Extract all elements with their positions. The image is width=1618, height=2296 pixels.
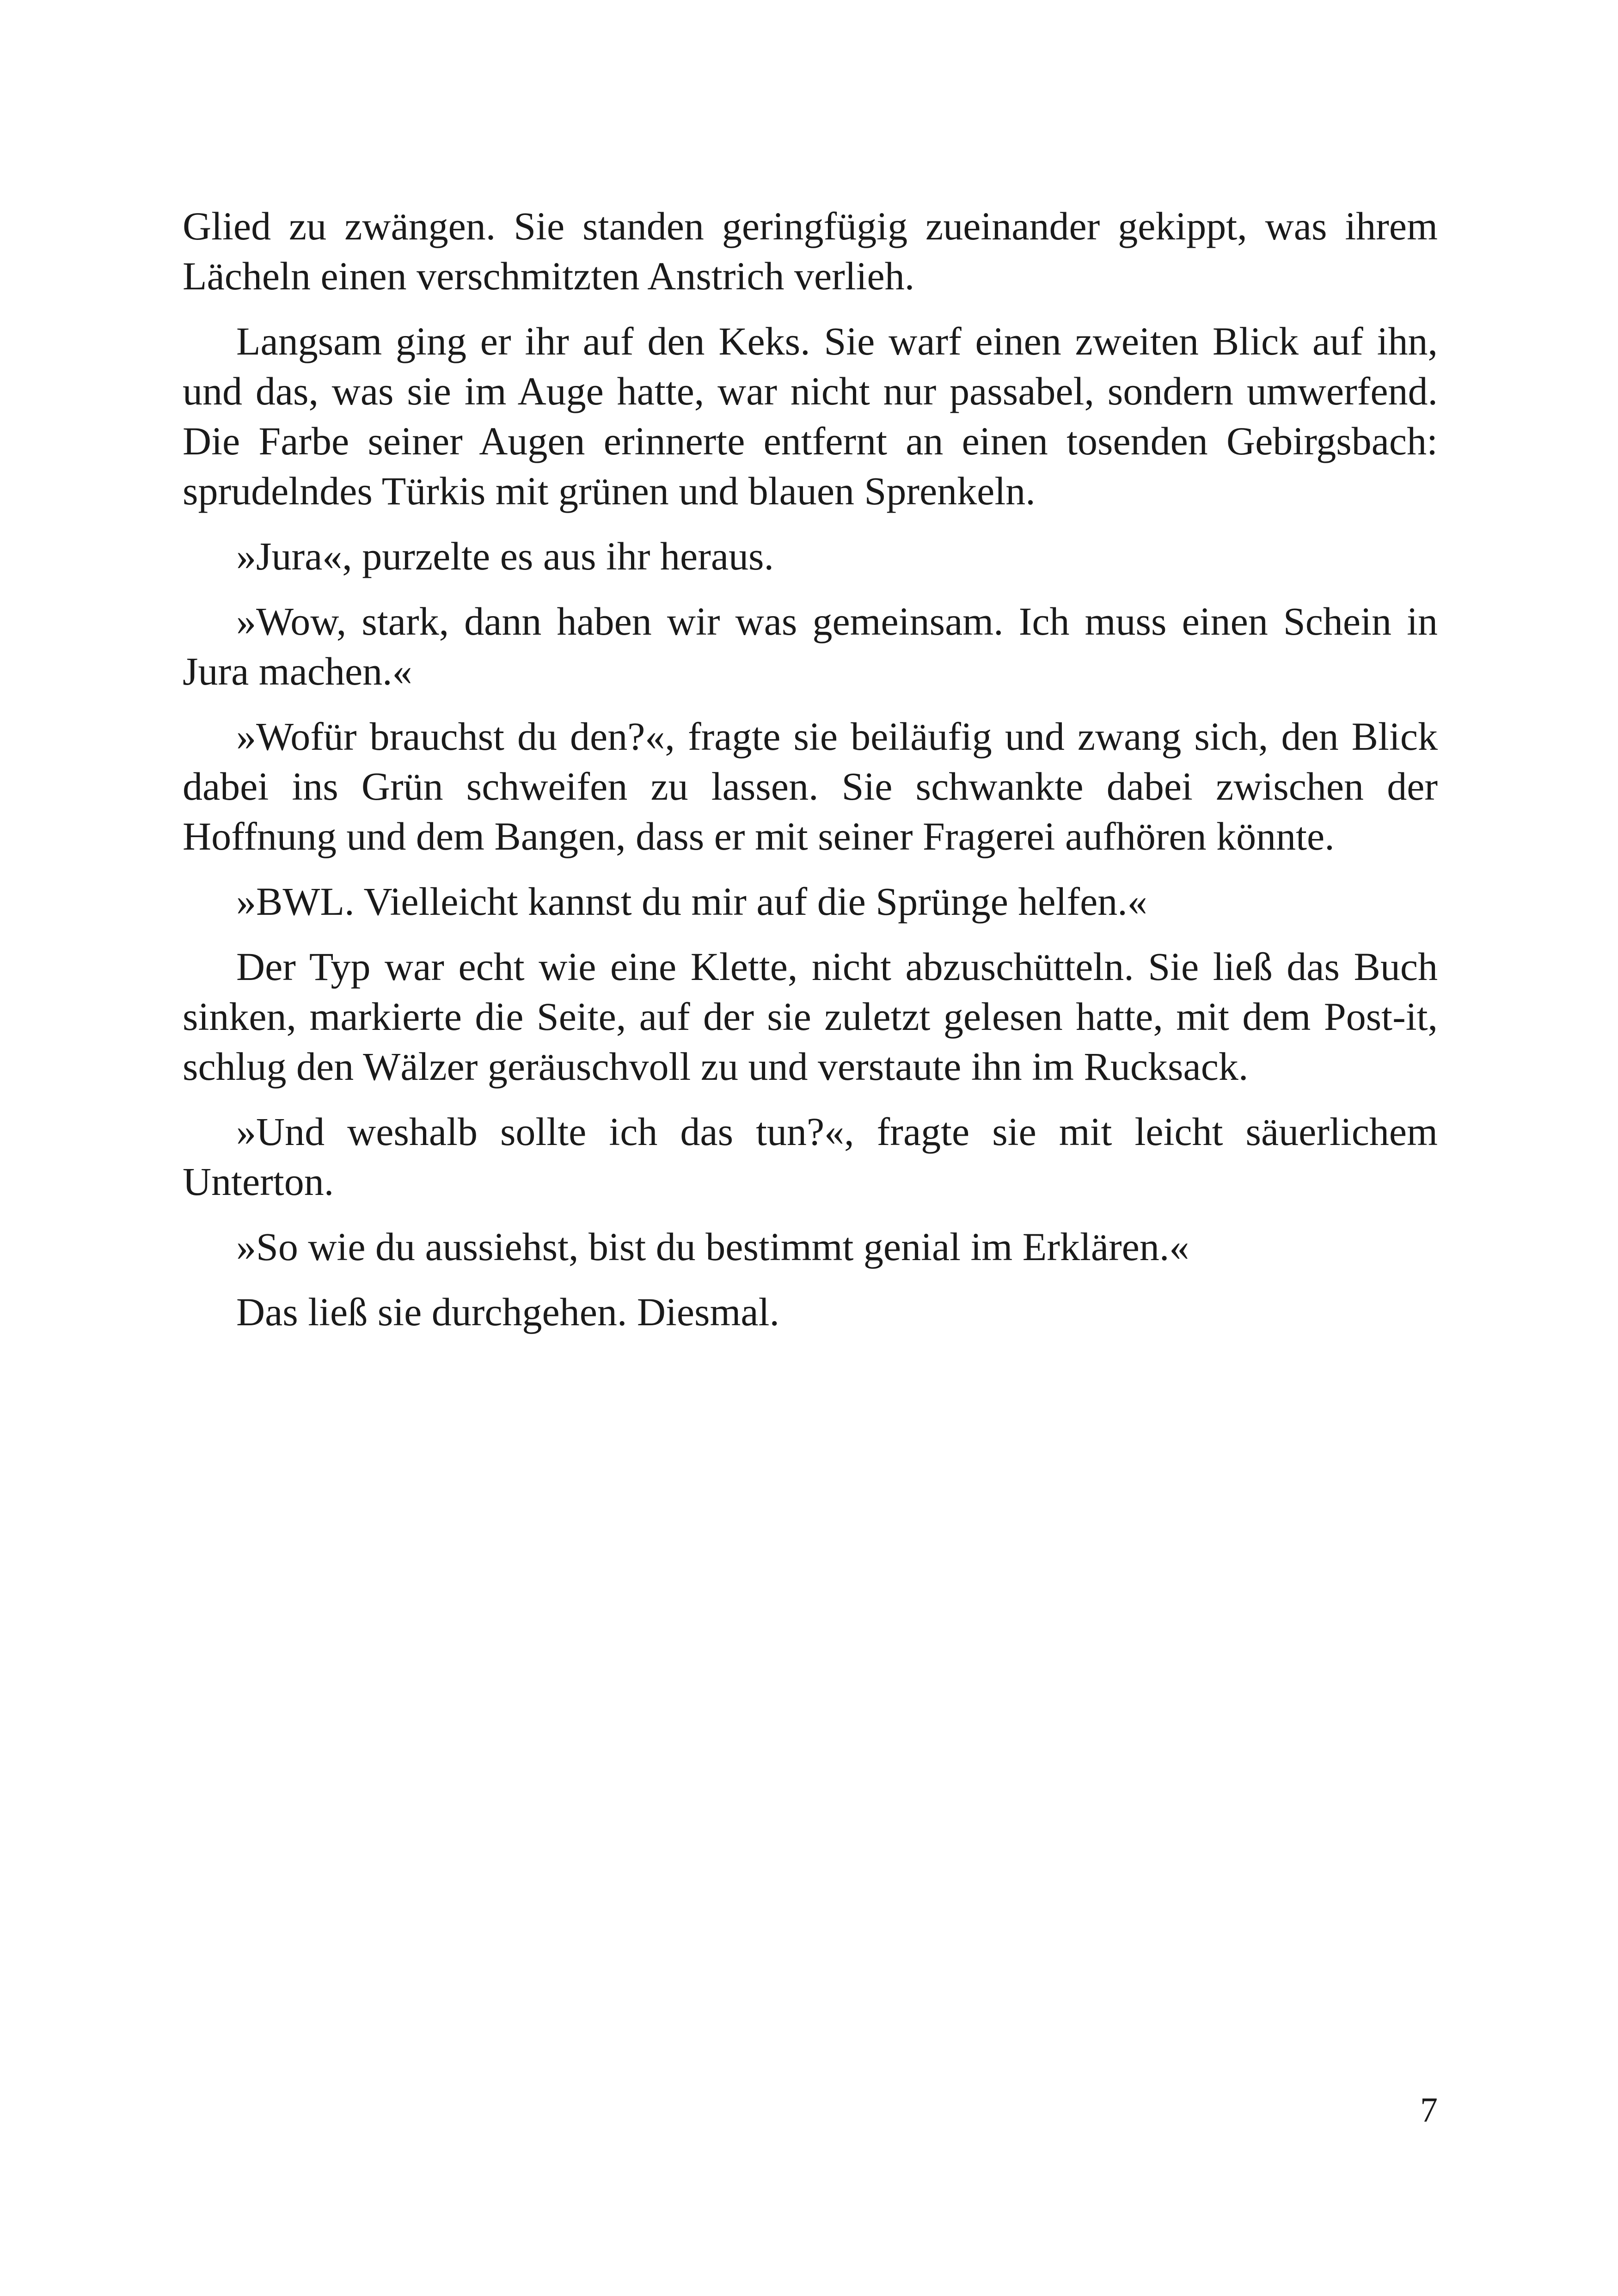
body-text: [183, 201, 1438, 1352]
paragraph: Langsam ging er ihr auf den Keks. Sie warf einen zweiten Blick auf ihn, und das, was sie im Auge hatte, war nicht nur passabel, sondern umwerfend. Die Farbe seiner Augen erinnerte entfernt an einen tosenden Gebirgsbach: sprudelndes Türkis mit grünen und blauen Sprenkeln.: [183, 319, 1438, 513]
page-number: 7: [1420, 2091, 1438, 2130]
paragraph: »Und weshalb sollte ich das tun?«, fragte sie mit leicht säuerlichem Unterton.: [183, 1109, 1438, 1204]
paragraph: »Jura«, purzelte es aus ihr heraus.: [236, 534, 774, 578]
paragraph: Das ließ sie durchgehen. Diesmal.: [236, 1290, 779, 1334]
paragraph: Der Typ war echt wie eine Klette, nicht abzuschütteln. Sie ließ das Buch sinken, markierte die Seite, auf der sie zuletzt gelesen hatte, mit dem Post-it, schlug den Wälzer geräuschvoll zu und verstaute ihn im Rucksack.: [183, 944, 1438, 1089]
paragraph: Glied zu zwängen. Sie standen geringfügig zueinander gekippt, was ihrem Lächeln einen verschmitzten Anstrich verlieh.: [183, 204, 1438, 298]
paragraph: »Wofür brauchst du den?«, fragte sie beiläufig und zwang sich, den Blick dabei ins Grün schweifen zu lassen. Sie schwankte dabei zwischen der Hoffnung und dem Bangen, dass er mit seiner Fragerei aufhören könnte.: [183, 714, 1438, 858]
paragraph: »Wow, stark, dann haben wir was gemeinsam. Ich muss einen Schein in Jura machen.«: [183, 599, 1438, 693]
paragraph: »BWL. Vielleicht kannst du mir auf die Sprünge helfen.«: [236, 879, 1147, 924]
paragraph: »So wie du aussiehst, bist du bestimmt genial im Erklären.«: [236, 1225, 1189, 1269]
